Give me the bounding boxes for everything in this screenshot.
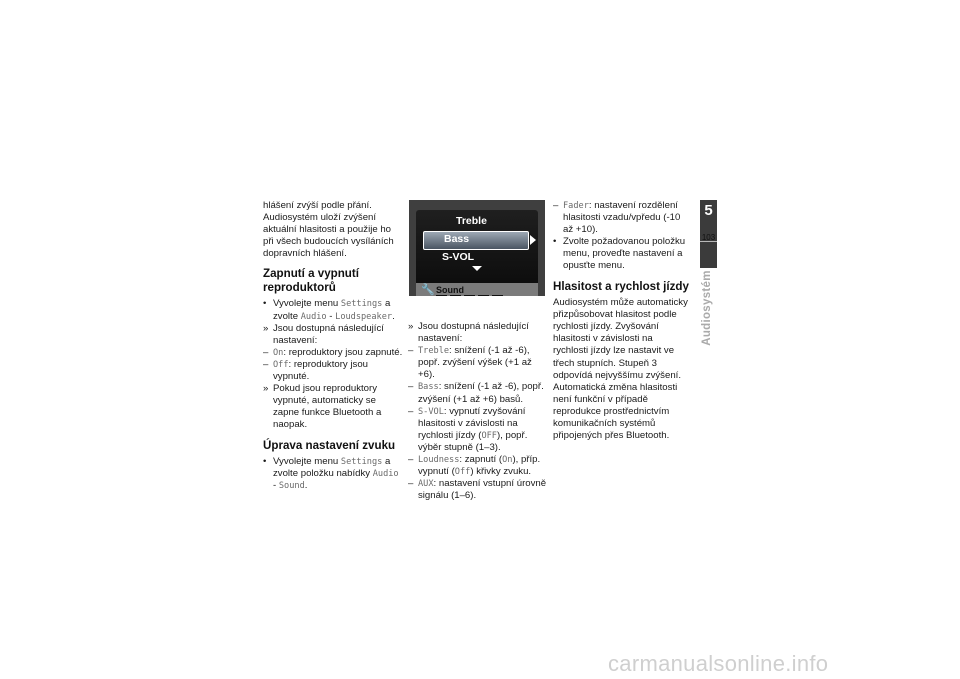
paragraph-volume-speed: Audiosystém může automaticky přizpůsobovat hlasitost podle rychlosti jízdy. Zvyšování hlasitosti v závislosti na rychlosti jízdy lze nastavit ve třech stupních. Stupeň 3 odpovídá nejvyššímu zvýšení.: [553, 297, 688, 381]
heading-speakers: Zapnutí a vypnutí reproduktorů: [263, 267, 359, 294]
bullet-icon: •: [553, 236, 557, 248]
result-arrow-icon: »: [263, 383, 269, 395]
menu-item-svol: S-VOL: [442, 251, 475, 263]
dash-icon: –: [408, 454, 414, 466]
bullet-choose-item: • Zvolte požadovanou položku menu, proveďte nastavení a opusťte menu.: [553, 236, 686, 272]
dash-icon: –: [408, 345, 414, 357]
dash-icon: –: [263, 358, 269, 370]
menu-footer-bar: [416, 283, 538, 296]
footer-progress-dashes: [436, 295, 504, 296]
option-on: – On: reproduktory jsou zapnuté.: [263, 346, 403, 358]
result-bluetooth: » Pokud jsou reproduktory vypnuté, automaticky se zapne funkce Bluetooth a naopak.: [263, 383, 382, 431]
chapter-number: 5: [704, 202, 713, 219]
option-fader: – Fader: nastavení rozdělení hlasitosti vzadu/vpředu (-10 až +10).: [553, 200, 681, 236]
menu-term-settings: Settings: [340, 299, 383, 310]
option-off: – Off: reproduktory jsou vypnuté.: [263, 358, 368, 383]
section-side-title: Audiosystém: [701, 270, 713, 346]
bullet-open-menu-sound: • Vyvolejte menu Settings a zvolte položku nabídky Audio - Sound.: [263, 456, 399, 492]
menu-term-sound: Sound: [278, 481, 305, 492]
menu-term-settings: Settings: [340, 457, 383, 467]
dash-icon: –: [408, 381, 414, 393]
intro-paragraph: hlášení zvýší podle přání. Audiosystém uloží zvýšení aktuální hlasitosti a použije ho při všech budoucích vysíláních dopravních hlášení.: [263, 200, 394, 260]
menu-term-loudspeaker: Loudspeaker: [335, 311, 393, 322]
bullet-icon: •: [263, 298, 267, 310]
menu-item-treble: Treble: [456, 215, 487, 227]
footer-label-sound: Sound: [436, 285, 464, 295]
sound-menu-screen-image: [409, 200, 545, 296]
dash-icon: –: [408, 478, 414, 490]
heading-volume-speed: Hlasitost a rychlost jízdy: [553, 279, 689, 293]
option-loudness: – Loudness: zapnutí (On), příp. vypnutí (Off) křivky zvuku.: [408, 454, 541, 478]
menu-term-audio: Audio: [372, 469, 399, 480]
result-arrow-icon: »: [263, 322, 269, 334]
result-arrow-icon: »: [408, 321, 414, 332]
arrow-right-icon: [530, 235, 536, 245]
heading-sound-settings: Úprava nastavení zvuku: [263, 438, 396, 452]
screen-display: [416, 210, 538, 296]
dash-icon: –: [553, 200, 559, 211]
option-svol: – S-VOL: vypnutí zvyšování hlasitosti v závislosti na rychlosti jízdy (OFF), popř. výběr stupně (1–3).: [408, 405, 528, 453]
bullet-icon: •: [263, 456, 267, 467]
watermark: carmanualsonline.info: [608, 651, 829, 676]
wrench-icon: 🔧: [421, 284, 435, 296]
paragraph-bluetooth-note: Automatická změna hlasitosti není funkční v případě reprodukce prostřednictvím komunikačních systémů připojených přes Bluetooth.: [553, 381, 678, 442]
text-column-3: [553, 200, 689, 442]
bullet-open-menu-speakers: • Vyvolejte menu Settings a zvolte Audio - Loudspeaker.: [263, 298, 395, 322]
text-column-2: [408, 321, 548, 502]
text-column-1: [263, 200, 403, 492]
arrow-down-icon: [472, 266, 482, 271]
menu-item-bass: Bass: [444, 233, 470, 245]
page-number: 103: [701, 233, 716, 242]
option-treble: – Treble: snížení (-1 až -6), popř. zvýšení výšek (+1 až +6).: [408, 345, 532, 381]
dash-icon: –: [263, 346, 269, 358]
dash-icon: –: [408, 405, 414, 417]
option-aux: – AUX: nastavení vstupní úrovně signálu (1–6).: [408, 478, 547, 502]
menu-item-selection-highlight: [423, 231, 529, 250]
result-available-settings: » Jsou dostupná následující nastavení:: [263, 322, 384, 346]
result-available-settings-2: » Jsou dostupná následující nastavení:: [408, 321, 529, 345]
option-bass: – Bass: snížení (-1 až -6), popř. zvýšení (+1 až +6) basů.: [408, 381, 544, 405]
menu-term-audio: Audio: [300, 311, 327, 322]
